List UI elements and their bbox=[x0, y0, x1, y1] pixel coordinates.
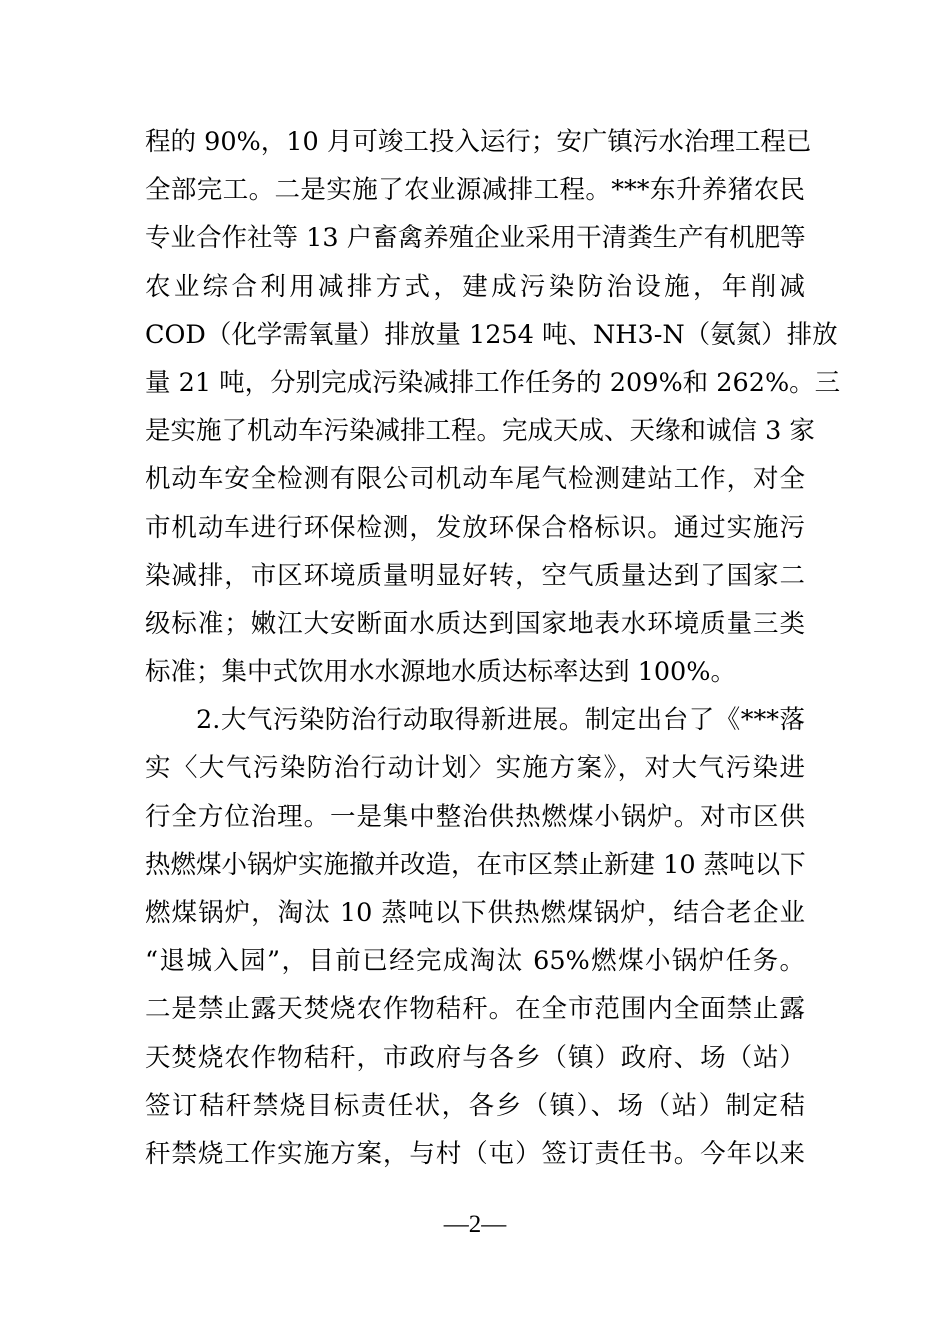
text-line: 热燃煤小锅炉实施撤并改造，在市区禁止新建 10 蒸吨以下 bbox=[145, 849, 806, 880]
page-number: —2— bbox=[443, 1211, 507, 1238]
text-line: 机动车安全检测有限公司机动车尾气检测建站工作，对全 bbox=[145, 464, 805, 495]
text-line: 实〈大气污染防治行动计划〉实施方案》，对大气污染进 bbox=[145, 753, 805, 784]
text-line: 天焚烧农作物秸秆，市政府与各乡（镇）政府、场（站） bbox=[145, 1042, 805, 1073]
text-line: 农业综合利用减排方式，建成污染防治设施，年削减 bbox=[145, 271, 805, 302]
text-line: 二是禁止露天焚烧农作物秸秆。在全市范围内全面禁止露 bbox=[145, 994, 805, 1025]
paragraph-end-line: 标准；集中式饮用水水源地水质达标率达到 100%。 bbox=[145, 657, 737, 688]
text-line: 市机动车进行环保检测，发放环保合格标识。通过实施污 bbox=[145, 512, 805, 543]
document-body bbox=[145, 118, 841, 1178]
text-line: 是实施了机动车污染减排工程。完成天成、天缘和诚信 3 家 bbox=[145, 416, 815, 447]
text-line: 染减排，市区环境质量明显好转，空气质量达到了国家二 bbox=[145, 560, 805, 591]
text-line: 量 21 吨，分别完成污染减排工作任务的 209%和 262%。三 bbox=[145, 367, 841, 398]
text-line: 秆禁烧工作实施方案，与村（屯）签订责任书。今年以来 bbox=[145, 1138, 805, 1169]
paragraph-start-line: 2.大气污染防治行动取得新进展。制定出台了《***落 bbox=[196, 705, 805, 736]
text-line: 签订秸秆禁烧目标责任状，各乡（镇）、场（站）制定秸 bbox=[145, 1090, 805, 1121]
text-line: 燃煤锅炉，淘汰 10 蒸吨以下供热燃煤锅炉，结合老企业 bbox=[145, 898, 805, 928]
text-line: COD（化学需氧量）排放量 1254 吨、NH3-N（氨氮）排放 bbox=[145, 319, 838, 350]
text-line: 行全方位治理。一是集中整治供热燃煤小锅炉。对市区供 bbox=[145, 801, 805, 832]
text-line: 程的 90%，10 月可竣工投入运行；安广镇污水治理工程已 bbox=[145, 127, 812, 157]
text-line: 全部完工。二是实施了农业源减排工程。***东升养猪农民 bbox=[145, 175, 805, 206]
text-line: 专业合作社等 13 户畜禽养殖企业采用干清粪生产有机肥等 bbox=[145, 223, 806, 254]
text-line: 级标准；嫩江大安断面水质达到国家地表水环境质量三类 bbox=[145, 608, 805, 639]
text-line: “退城入园”，目前已经完成淘汰 65%燃煤小锅炉任务。 bbox=[145, 946, 805, 977]
